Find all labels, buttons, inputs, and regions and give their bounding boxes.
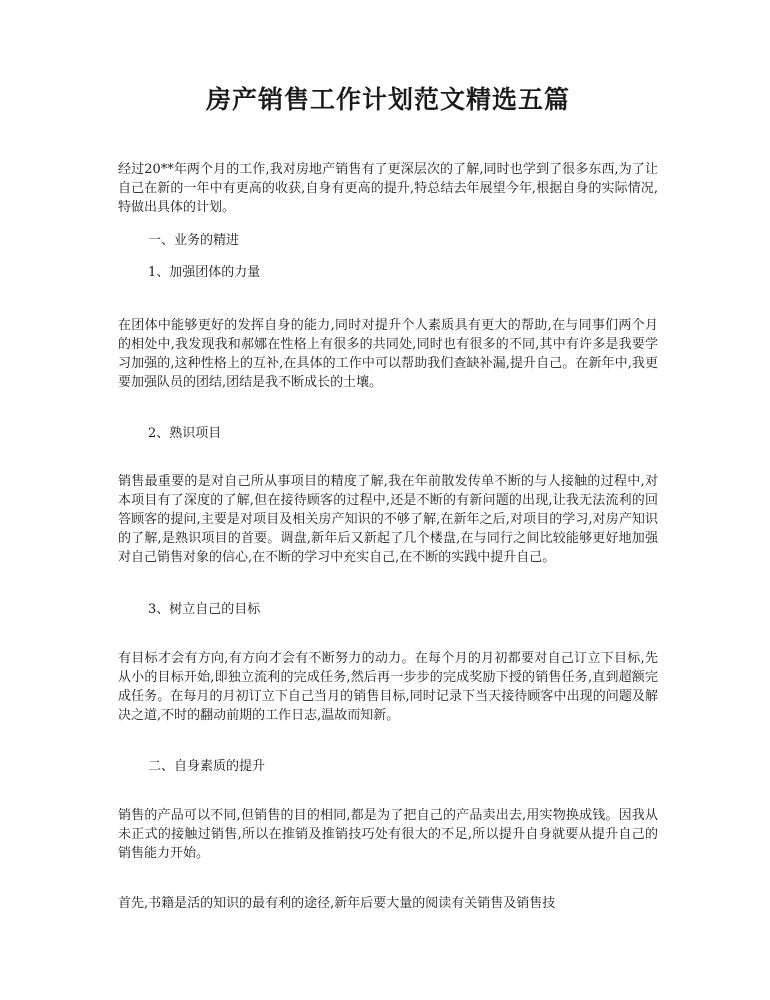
subheading-goals: 3、树立自己的目标	[148, 602, 261, 617]
paragraph-books: 首先,书籍是活的知识的最有利的途径,新年后要大量的阅读有关销售及销售技	[118, 896, 556, 911]
paragraph-goals: 有目标才会有方向,有方向才会有不断努力的动力。在每个月的月初都要对自己订立下目标,先从小的目标开始,即独立流利的完成任务,然后再一步步的完成奖励下授的销售任务,直到超额完成任务。在每月的月初订立下自己当月的销售目标,同时记录下当天接待顾客中出现的问题及解决之道,不时的翻动前期的工作日志,温故而知新。	[118, 651, 658, 723]
document-title: 房产销售工作计划范文精选五篇	[205, 85, 570, 114]
subheading-project: 2、熟识项目	[148, 426, 222, 441]
intro-paragraph: 经过20**年两个月的工作,我对房地产销售有了更深层次的了解,同时也学到了很多东西,为了让自己在新的一年中有更高的收获,自身有更高的提升,特总结去年展望今年,根据自身的实际情况,特做出具体的计划。	[118, 162, 658, 215]
section-heading-quality: 二、自身素质的提升	[148, 759, 266, 774]
paragraph-quality: 销售的产品可以不同,但销售的目的相同,都是为了把自己的产品卖出去,用实物换成钱。因我从未正式的接触过销售,所以在推销及推销技巧处有很大的不足,所以提升自身就要从提升自己的销售能力开始。	[118, 808, 658, 861]
section-heading-business: 一、业务的精进	[148, 233, 240, 248]
subheading-team: 1、加强团体的力量	[148, 265, 261, 280]
paragraph-team: 在团体中能够更好的发挥自身的能力,同时对提升个人素质具有更大的帮助,在与同事们两个月的相处中,我发现我和郝娜在性格上有很多的共同处,同时也有很多的不同,其中有许多是我要学习加强的,这种性格上的互补,在具体的工作中可以帮助我们查缺补漏,提升自己。在新年中,我更要加强队员的团结,团结是我不断成长的土壤。	[118, 318, 658, 390]
paragraph-project: 销售最重要的是对自己所从事项目的精度了解,我在年前散发传单不断的与人接触的过程中,对本项目有了深度的了解,但在接待顾客的过程中,还是不断的有新问题的出现,让我无法流利的回答顾客的提问,主要是对项目及相关房产知识的不够了解,在新年之后,对项目的学习,对房产知识的了解,是熟识项目的首要。调盘,新年后又新起了几个楼盘,在与同行之间比较能够更好地加强对自己销售对象的信心,在不断的学习中充实自己,在不断的实践中提升自己。	[118, 474, 658, 565]
